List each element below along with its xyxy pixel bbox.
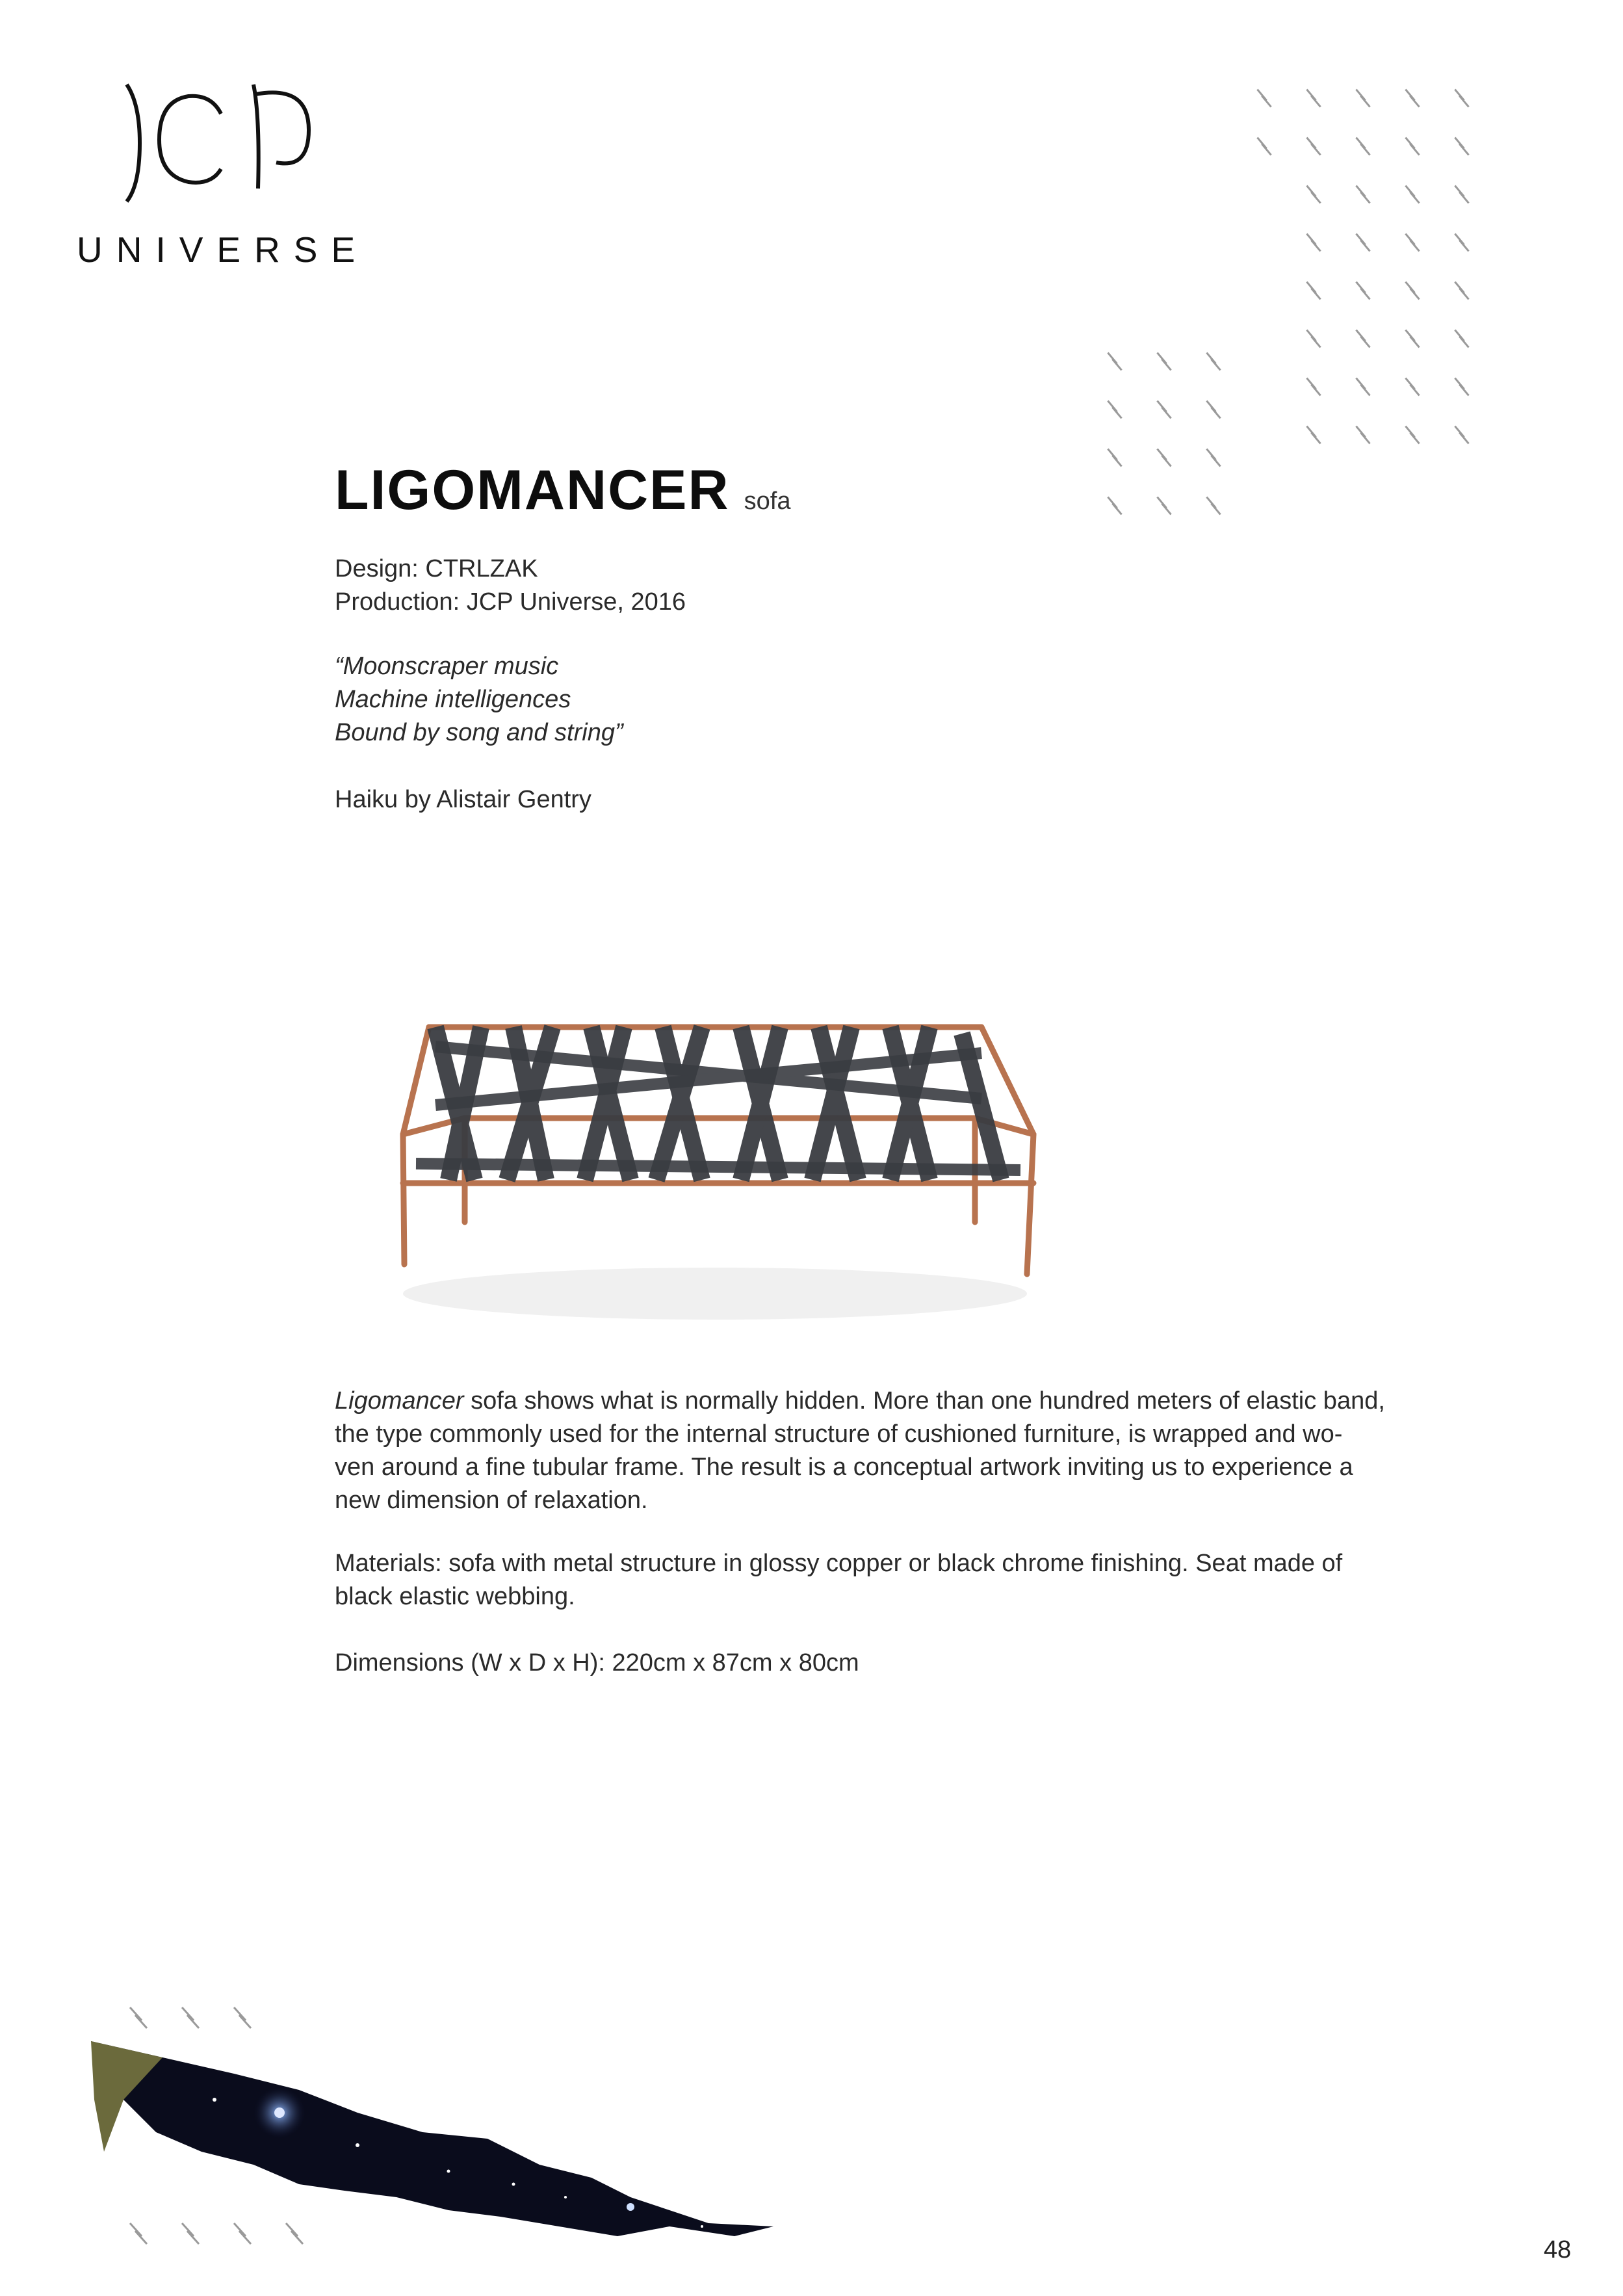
haiku — [335, 650, 623, 750]
description-line — [335, 1385, 1524, 1418]
product-materials — [335, 1547, 1524, 1613]
sofa-product-image — [377, 1008, 1079, 1346]
product-description — [335, 1385, 1524, 1517]
description-lead: Ligomancer — [335, 1387, 464, 1415]
product-heading — [335, 458, 790, 523]
product-name: LIGOMANCER — [335, 459, 730, 521]
description-text: sofa shows what is normally hidden. More than one hundred meters of elastic band, — [463, 1387, 1385, 1415]
haiku-credit: Haiku by Alistair Gentry — [335, 786, 591, 813]
design-credit: Design: CTRLZAK — [335, 555, 538, 582]
haiku-line: Machine intelligences — [335, 686, 571, 713]
production-credit: Production: JCP Universe, 2016 — [335, 588, 686, 616]
product-credits — [335, 553, 686, 619]
haiku-line: “Moonscraper music — [335, 653, 559, 680]
decorative-dash-pattern-mid — [1105, 345, 1253, 537]
jcp-logo-icon — [114, 78, 328, 208]
brand-wordmark: UNIVERSE — [77, 229, 369, 270]
description-line: new dimension of relaxation. — [335, 1487, 648, 1514]
product-dimensions: Dimensions (W x D x H): 220cm x 87cm x 80cm — [335, 1649, 859, 1676]
description-line: ven around a fine tubular frame. The result is a conceptual artwork inviting us to experience a — [335, 1454, 1353, 1481]
product-type: sofa — [744, 488, 791, 515]
page-number: 48 — [1544, 2236, 1572, 2263]
materials-line: Materials: sofa with metal structure in glossy copper or black chrome finishing. Seat made of — [335, 1550, 1343, 1577]
materials-line: black elastic webbing. — [335, 1583, 575, 1610]
decorative-dash-pattern-top — [1254, 81, 1501, 466]
cosmic-rock-graphic — [84, 2002, 786, 2262]
description-line: the type commonly used for the internal structure of cushioned furniture, is wrapped and wo- — [335, 1420, 1343, 1448]
haiku-line: Bound by song and string” — [335, 719, 623, 746]
